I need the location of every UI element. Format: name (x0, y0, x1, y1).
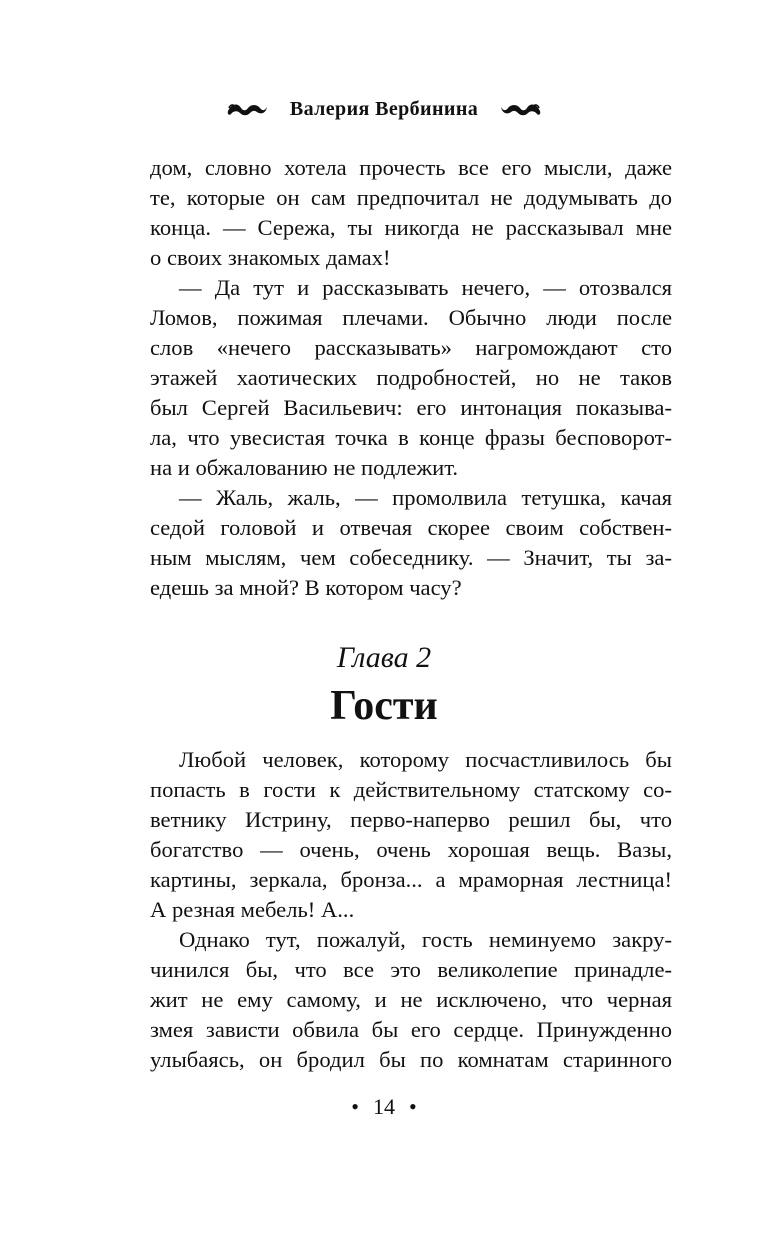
text-line: попасть в гости к действительному статскому со- (150, 777, 672, 802)
text-line: ветнику Истрину, перво-наперво решил бы, что (150, 807, 672, 832)
text-line: слов «нечего рассказывать» нагромождают сто (150, 335, 672, 360)
text-line: те, которые он сам предпочитал не додумывать до (150, 185, 672, 210)
bullet-icon: • (409, 1094, 417, 1119)
text-line: — Жаль, жаль, — промолвила тетушка, качая (179, 485, 672, 510)
chapter-title: Гости (330, 683, 438, 729)
text-line: — Да тут и рассказывать нечего, — отозвался (179, 275, 672, 300)
text-passage-1 (150, 153, 672, 603)
chapter-label: Глава 2 (336, 641, 432, 674)
text-line: богатство — очень, очень хорошая вещь. Вазы, (150, 837, 672, 862)
text-line: на и обжалованию не подлежит. (150, 455, 459, 480)
text-line: седой головой и отвечая скорее своим собствен- (150, 515, 672, 540)
text-line: картины, зеркала, бронза... а мраморная лестница! (150, 867, 672, 892)
running-header (0, 92, 768, 126)
ornament-swash-icon (226, 99, 268, 119)
text-line: о своих знакомых дамах! (150, 245, 391, 270)
text-line: этажей хаотических подробностей, но не таков (150, 365, 672, 390)
ornament-swash-icon (500, 99, 542, 119)
text-line: Однако тут, пожалуй, гость неминуемо закру- (179, 927, 672, 952)
text-line: был Сергей Васильевич: его интонация показыва- (150, 395, 672, 420)
text-line: дом, словно хотела прочесть все его мысли, даже (150, 155, 672, 180)
text-line: Любой человек, которому посчастливилось бы (179, 747, 672, 772)
text-line: едешь за мной? В котором часу? (150, 575, 462, 600)
text-line: ла, что увесистая точка в конце фразы бесповорот- (150, 425, 672, 450)
text-line: чинился бы, что все это великолепие принадле- (150, 957, 672, 982)
text-line: змея зависти обвила бы его сердце. Принужденно (150, 1017, 672, 1042)
text-line: жит не ему самому, и не исключено, что черная (150, 987, 672, 1012)
text-line: ным мыслям, чем собеседнику. — Значит, ты за- (150, 545, 672, 570)
bullet-icon: • (351, 1094, 359, 1119)
text-line: А резная мебель! А... (150, 897, 355, 922)
text-passage-2 (150, 745, 672, 1075)
text-line: конца. — Сережа, ты никогда не рассказывал мне (150, 215, 672, 240)
text-line: улыбаясь, он бродил бы по комнатам старинного (150, 1047, 672, 1072)
text-line: Ломов, пожимая плечами. Обычно люди после (150, 305, 672, 330)
page-folio (0, 1094, 768, 1120)
author-running-head: Валерия Вербинина (289, 97, 479, 120)
page-number: 14 (373, 1094, 395, 1119)
